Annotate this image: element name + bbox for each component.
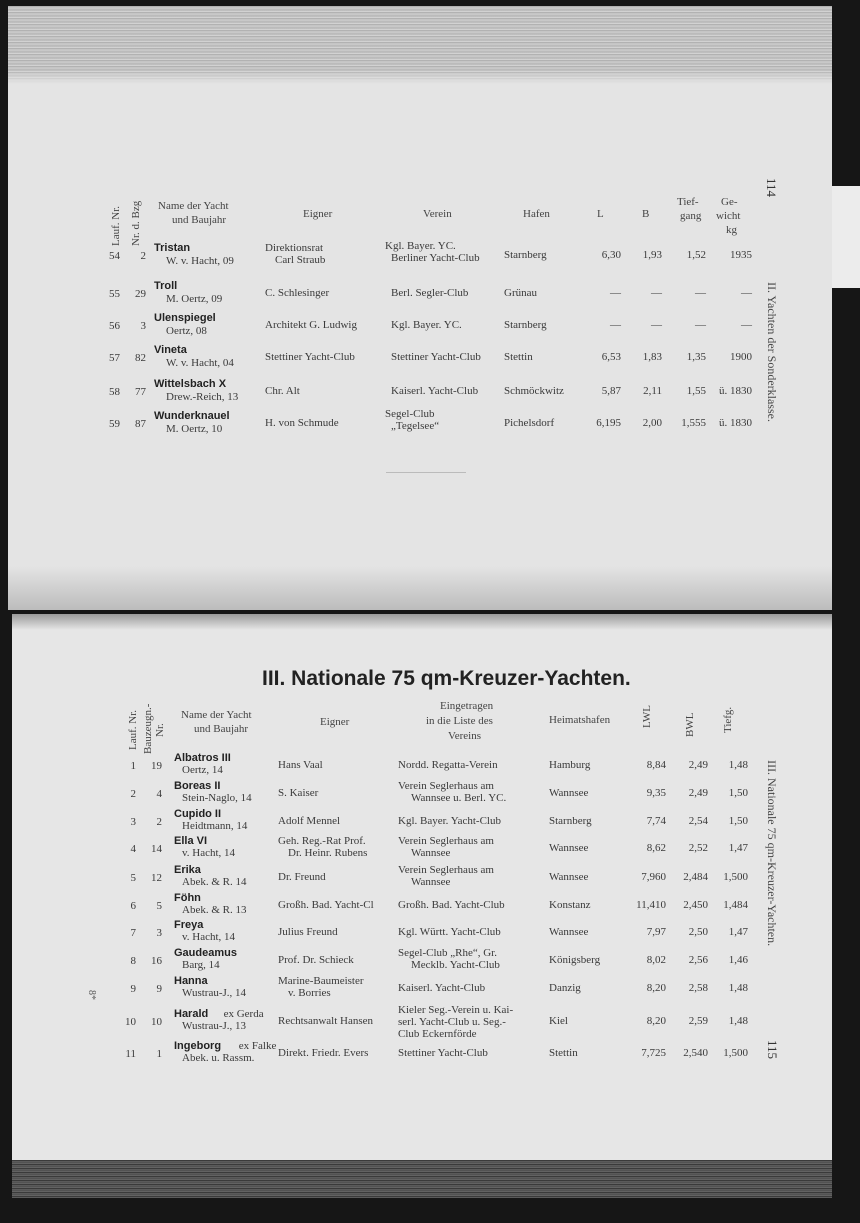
row-bzg-nr: 82 (135, 352, 146, 364)
col-header-name-2: und Baujahr (194, 723, 249, 735)
yacht-builder: W. v. Hacht, 09 (166, 255, 234, 267)
yacht-builder: v. Hacht, 14 (182, 931, 236, 943)
beam-value: — (651, 319, 662, 331)
draft-value: — (695, 287, 706, 299)
lwl-value: 9,35 (646, 787, 666, 799)
owner-name: Hans Vaal (278, 759, 323, 771)
yacht-former-name: ex Gerda (223, 1008, 264, 1020)
club-name: Segel-Club (385, 408, 435, 420)
yacht-name: Hanna (174, 975, 208, 987)
row-bauzeugn-nr: 19 (151, 760, 162, 772)
col-header-eigner: Eigner (303, 208, 333, 220)
col-header-lauf-nr: Lauf. Nr. (127, 709, 139, 750)
col-header-eingetragen-2: in die Liste des (426, 715, 493, 727)
col-header-gewicht-1: Ge- (721, 196, 738, 208)
home-port: Starnberg (549, 815, 592, 827)
bwl-value: 2,56 (688, 954, 708, 966)
draft-value: 1,55 (686, 385, 706, 397)
page-tab (832, 186, 860, 288)
col-header-name-2: und Baujahr (172, 214, 227, 226)
yacht-builder: Oertz, 14 (182, 764, 223, 776)
row-bzg-nr: 87 (135, 418, 146, 430)
club-name: Kieler Seg.-Verein u. Kai- (398, 1004, 514, 1016)
row-bauzeugn-nr: 1 (156, 1048, 162, 1060)
yacht-name: Ella VI (174, 835, 208, 847)
club-name: Stettiner Yacht-Club (398, 1047, 488, 1059)
bwl-value: 2,484 (683, 871, 708, 883)
col-header-heimatshafen: Heimatshafen (549, 714, 611, 726)
beam-value: 2,11 (643, 385, 662, 397)
owner-name: Adolf Mennel (278, 815, 341, 827)
row-lauf-nr: 54 (109, 250, 120, 262)
owner-name: Dr. Freund (278, 871, 326, 883)
length-value: — (610, 319, 621, 331)
home-port: Pichelsdorf (504, 417, 555, 429)
section-title: III. Nationale 75 qm-Kreuzer-Yachten. (262, 667, 631, 690)
club-name: Wannsee (411, 876, 451, 888)
lwl-value: 8,02 (646, 954, 666, 966)
length-value: 5,87 (601, 385, 621, 397)
col-header-gewicht-2: wicht (716, 210, 741, 222)
home-port: Wannsee (549, 871, 589, 883)
weight-value: ü. 1830 (719, 385, 752, 397)
draft-value: 1,52 (686, 249, 706, 261)
home-port: Konstanz (549, 899, 591, 911)
col-header-eingetragen-3: Vereins (448, 730, 481, 742)
owner-name: Marine-Baumeister (278, 975, 364, 987)
lwl-value: 8,20 (646, 982, 666, 994)
club-name: Verein Seglerhaus am (398, 780, 494, 792)
col-header-l: L (597, 208, 604, 220)
draft-value: 1,48 (728, 982, 748, 994)
row-lauf-nr: 11 (125, 1048, 136, 1060)
side-heading-bottom: III. Nationale 75 qm-Kreuzer-Yachten. (765, 760, 779, 947)
row-lauf-nr: 4 (130, 843, 136, 855)
row-lauf-nr: 7 (130, 927, 136, 939)
page-number-114: 114 (764, 178, 779, 198)
weight-value: 1935 (730, 249, 752, 261)
home-port: Starnberg (504, 249, 547, 261)
home-port: Königsberg (549, 954, 601, 966)
bwl-value: 2,49 (688, 787, 708, 799)
lwl-value: 7,97 (646, 926, 666, 938)
draft-value: 1,48 (728, 759, 748, 771)
weight-value: — (741, 287, 752, 299)
yacht-name: Gaudeamus (174, 947, 237, 959)
row-bauzeugn-nr: 5 (156, 900, 162, 912)
draft-value: 1,484 (723, 899, 748, 911)
col-header-lauf-nr: Lauf. Nr. (110, 205, 122, 246)
home-port: Wannsee (549, 926, 589, 938)
yacht-builder: v. Hacht, 14 (182, 847, 236, 859)
row-bauzeugn-nr: 2 (156, 816, 162, 828)
col-header-eingetragen-1: Eingetragen (440, 700, 494, 712)
col-header-tiefgang-1: Tief- (677, 196, 699, 208)
lwl-value: 8,62 (646, 842, 666, 854)
yacht-builder: Wustrau-J., 13 (182, 1020, 247, 1032)
row-lauf-nr: 2 (130, 788, 136, 800)
margin-note: 8* (86, 990, 97, 1000)
club-name: Kgl. Bayer. Yacht-Club (398, 815, 501, 827)
owner-name: Dr. Heinr. Rubens (288, 847, 368, 859)
yacht-builder: Abek. u. Rassm. (182, 1052, 255, 1064)
col-header-b: B (642, 208, 650, 220)
yacht-name: Ingeborg (174, 1040, 222, 1052)
owner-name: Carl Straub (275, 254, 326, 266)
bwl-value: 2,59 (688, 1015, 708, 1027)
lwl-value: 7,725 (641, 1047, 666, 1059)
row-lauf-nr: 57 (109, 352, 120, 364)
col-header-hafen: Hafen (523, 208, 550, 220)
owner-name: Prof. Dr. Schieck (278, 954, 354, 966)
row-lauf-nr: 9 (130, 983, 136, 995)
yacht-name: Troll (154, 280, 178, 292)
yacht-builder: Abek. & R. 13 (182, 904, 247, 916)
lwl-value: 8,20 (646, 1015, 666, 1027)
col-header-bauzeugn-2: Nr. (154, 723, 166, 737)
owner-name: Julius Freund (278, 926, 338, 938)
draft-value: 1,50 (728, 815, 748, 827)
row-bauzeugn-nr: 3 (156, 927, 162, 939)
draft-value: 1,48 (728, 1015, 748, 1027)
yacht-builder: Abek. & R. 14 (182, 876, 247, 888)
home-port: Kiel (549, 1015, 568, 1027)
row-bzg-nr: 2 (140, 250, 146, 262)
home-port: Danzig (549, 982, 581, 994)
weight-value: ü. 1830 (719, 417, 752, 429)
col-header-verein: Verein (423, 208, 452, 220)
home-port: Schmöckwitz (504, 385, 564, 397)
home-port: Stettin (549, 1047, 578, 1059)
bwl-value: 2,54 (688, 815, 708, 827)
row-bauzeugn-nr: 12 (151, 872, 162, 884)
lwl-value: 11,410 (636, 899, 666, 911)
row-bzg-nr: 29 (135, 288, 146, 300)
row-bauzeugn-nr: 9 (156, 983, 162, 995)
club-name: Kaiserl. Yacht-Club (398, 982, 486, 994)
club-name: Segel-Club „Rhe“, Gr. (398, 947, 497, 959)
club-name: Mecklb. Yacht-Club (411, 959, 500, 971)
club-name: Verein Seglerhaus am (398, 835, 494, 847)
row-lauf-nr: 6 (130, 900, 136, 912)
col-header-nr-bzg: Nr. d. Bzg (130, 200, 142, 246)
yacht-name: Föhn (174, 892, 201, 904)
club-name: Großh. Bad. Yacht-Club (398, 899, 505, 911)
row-bauzeugn-nr: 16 (151, 955, 162, 967)
bwl-value: 2,450 (683, 899, 708, 911)
draft-value: 1,50 (728, 787, 748, 799)
row-bzg-nr: 77 (135, 386, 146, 398)
owner-name: Direkt. Friedr. Evers (278, 1047, 369, 1059)
section-divider (386, 472, 466, 473)
home-port: Stettin (504, 351, 533, 363)
page-edges (8, 6, 832, 84)
col-header-name-1: Name der Yacht (181, 709, 252, 721)
club-name: Stettiner Yacht-Club (391, 351, 481, 363)
yacht-former-name: ex Falke (238, 1040, 277, 1052)
length-value: 6,195 (596, 417, 621, 429)
club-name: „Tegelsee“ (391, 420, 440, 432)
yacht-name: Freya (174, 919, 204, 931)
bwl-value: 2,540 (683, 1047, 708, 1059)
page-edges-bottom (12, 1160, 832, 1198)
row-lauf-nr: 3 (130, 816, 136, 828)
length-value: 6,30 (601, 249, 621, 261)
bwl-value: 2,58 (688, 982, 708, 994)
yacht-builder: Drew.-Reich, 13 (166, 391, 239, 403)
yacht-builder: Wustrau-J., 14 (182, 987, 247, 999)
bwl-value: 2,49 (688, 759, 708, 771)
draft-value: 1,555 (681, 417, 706, 429)
yacht-name: Albatros III (174, 752, 231, 764)
yacht-name: Tristan (154, 242, 191, 254)
draft-value: — (695, 319, 706, 331)
club-name: Verein Seglerhaus am (398, 864, 494, 876)
yacht-name: Vineta (154, 344, 187, 356)
club-name: serl. Yacht-Club u. Seg.- (398, 1016, 506, 1028)
row-lauf-nr: 59 (109, 418, 120, 430)
col-header-bwl: BWL (684, 712, 696, 737)
beam-value: 1,83 (642, 351, 662, 363)
yacht-name: Wunderknauel (154, 410, 230, 422)
owner-name: Rechtsanwalt Hansen (278, 1015, 373, 1027)
col-header-tiefg: Tiefg. (722, 706, 734, 733)
club-name: Wannsee u. Berl. YC. (411, 792, 507, 804)
page-fold-shadow (8, 566, 832, 610)
owner-name: Großh. Bad. Yacht-Cl (278, 899, 374, 911)
owner-name: Chr. Alt (265, 385, 300, 397)
draft-value: 1,47 (728, 926, 748, 938)
owner-name: Architekt G. Ludwig (265, 319, 357, 331)
bwl-value: 2,52 (688, 842, 708, 854)
lwl-value: 7,960 (641, 871, 666, 883)
row-lauf-nr: 55 (109, 288, 120, 300)
row-lauf-nr: 58 (109, 386, 120, 398)
yacht-name: Harald (174, 1008, 209, 1020)
length-value: 6,53 (601, 351, 621, 363)
row-bauzeugn-nr: 14 (151, 843, 162, 855)
club-name: Club Eckernförde (398, 1028, 477, 1040)
weight-value: — (741, 319, 752, 331)
draft-value: 1,46 (728, 954, 748, 966)
col-header-name-1: Name der Yacht (158, 200, 229, 212)
club-name: Kgl. Bayer. YC. (391, 319, 462, 331)
yacht-builder: Stein-Naglo, 14 (182, 792, 252, 804)
yacht-name: Erika (174, 864, 201, 876)
home-port: Grünau (504, 287, 537, 299)
weight-value: 1900 (730, 351, 752, 363)
owner-name: S. Kaiser (278, 787, 319, 799)
draft-value: 1,47 (728, 842, 748, 854)
col-header-bauzeugn-1: Bauzeugn.- (142, 703, 154, 754)
draft-value: 1,35 (686, 351, 706, 363)
yacht-builder: M. Oertz, 10 (166, 423, 223, 435)
club-name: Kgl. Bayer. YC. (385, 240, 456, 252)
row-bauzeugn-nr: 10 (151, 1016, 162, 1028)
yacht-builder: Oertz, 08 (166, 325, 207, 337)
beam-value: 2,00 (642, 417, 662, 429)
row-bauzeugn-nr: 4 (156, 788, 162, 800)
home-port: Wannsee (549, 842, 589, 854)
page-fold-shadow (12, 614, 832, 630)
draft-value: 1,500 (723, 871, 748, 883)
owner-name: Geh. Reg.-Rat Prof. (278, 835, 366, 847)
page-number-115: 115 (765, 1040, 780, 1060)
bwl-value: 2,50 (688, 926, 708, 938)
col-header-eigner: Eigner (320, 716, 350, 728)
owner-name: Stettiner Yacht-Club (265, 351, 355, 363)
beam-value: — (651, 287, 662, 299)
yacht-builder: Barg, 14 (182, 959, 220, 971)
home-port: Hamburg (549, 759, 591, 771)
owner-name: v. Borries (288, 987, 331, 999)
col-header-lwl: LWL (641, 704, 653, 728)
length-value: — (610, 287, 621, 299)
draft-value: 1,500 (723, 1047, 748, 1059)
lwl-value: 7,74 (646, 815, 666, 827)
row-bzg-nr: 3 (140, 320, 146, 332)
row-lauf-nr: 1 (130, 760, 136, 772)
yacht-name: Cupido II (174, 808, 222, 820)
owner-name: H. von Schmude (265, 417, 339, 429)
club-name: Nordd. Regatta-Verein (398, 759, 498, 771)
club-name: Kaiserl. Yacht-Club (391, 385, 479, 397)
club-name: Berliner Yacht-Club (391, 252, 480, 264)
home-port: Wannsee (549, 787, 589, 799)
row-lauf-nr: 5 (130, 872, 136, 884)
club-name: Berl. Segler-Club (391, 287, 469, 299)
club-name: Wannsee (411, 847, 451, 859)
lwl-value: 8,84 (646, 759, 666, 771)
col-header-tiefgang-2: gang (680, 210, 702, 222)
yacht-builder: W. v. Hacht, 04 (166, 357, 234, 369)
club-name: Kgl. Württ. Yacht-Club (398, 926, 501, 938)
yacht-name: Ulenspiegel (154, 312, 216, 324)
col-header-gewicht-3: kg (726, 224, 737, 236)
row-lauf-nr: 10 (125, 1016, 136, 1028)
yacht-name: Wittelsbach X (154, 378, 227, 390)
home-port: Starnberg (504, 319, 547, 331)
row-lauf-nr: 8 (130, 955, 136, 967)
owner-name: C. Schlesinger (265, 287, 330, 299)
page-114 (8, 6, 832, 610)
yacht-builder: M. Oertz, 09 (166, 293, 223, 305)
yacht-builder: Heidtmann, 14 (182, 820, 248, 832)
owner-name: Direktionsrat (265, 242, 324, 254)
row-lauf-nr: 56 (109, 320, 120, 332)
beam-value: 1,93 (642, 249, 662, 261)
yacht-name: Boreas II (174, 780, 221, 792)
side-heading-top: II. Yachten der Sonderklasse. (765, 282, 779, 422)
